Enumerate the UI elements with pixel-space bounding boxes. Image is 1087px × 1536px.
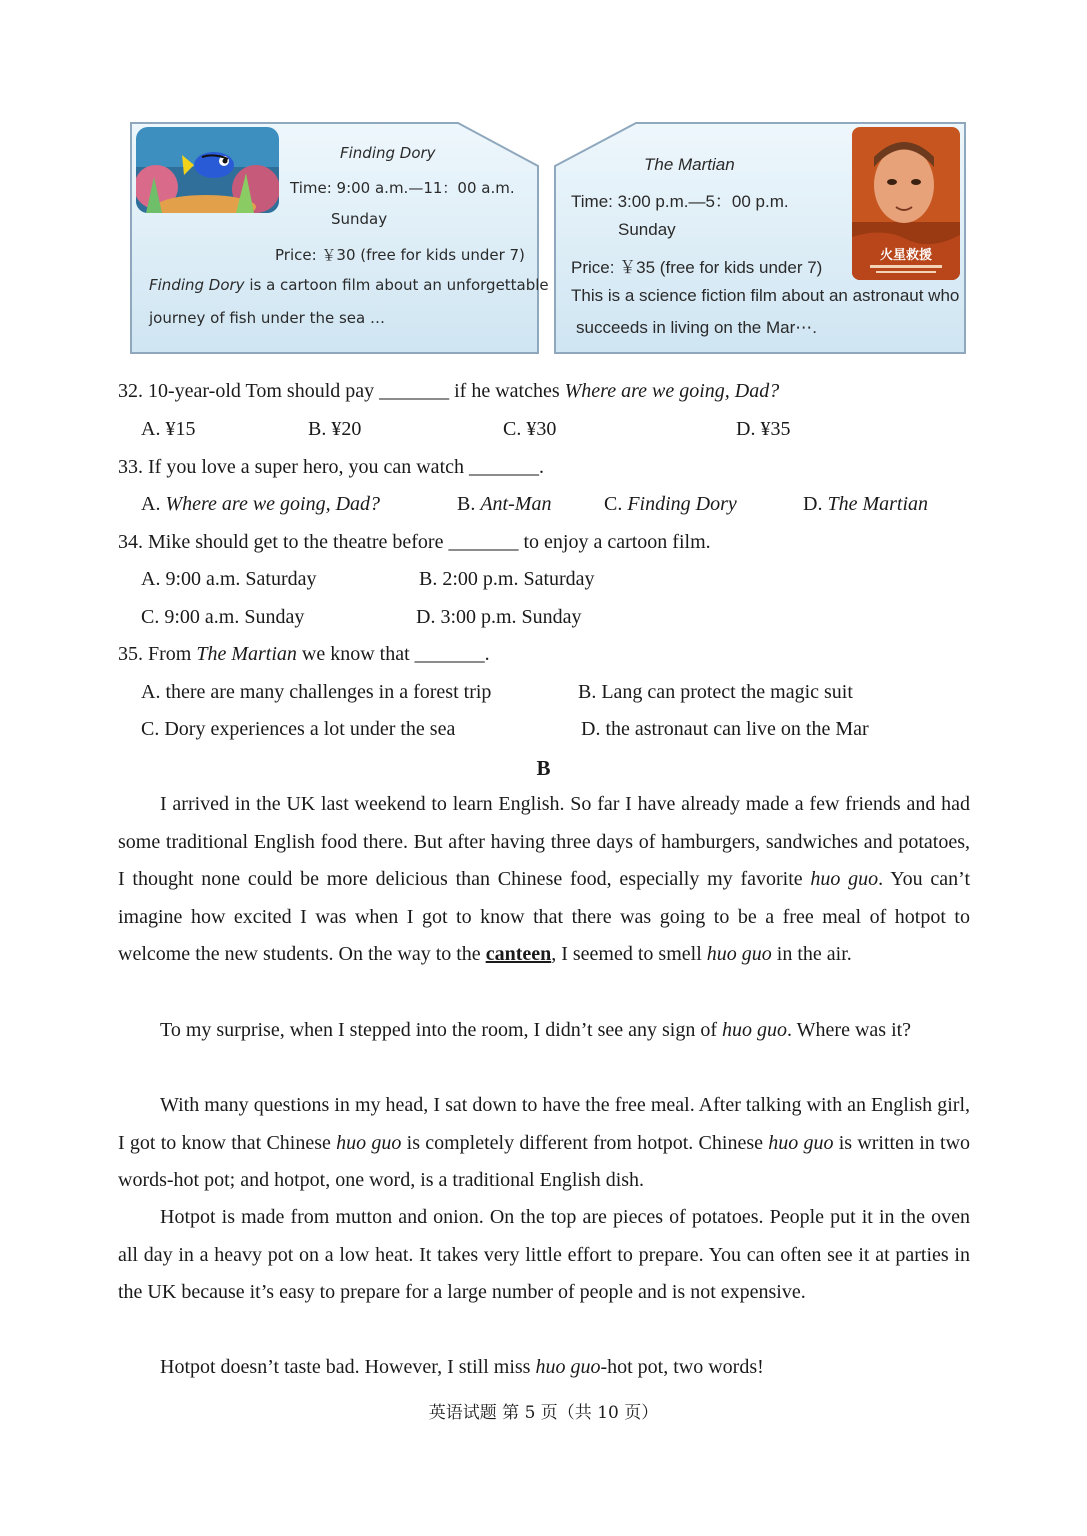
- q35-option-d[interactable]: D. the astronaut can live on the Mar: [581, 718, 869, 740]
- ticket-price: Price: ￥35 (free for kids under 7): [571, 258, 823, 277]
- film-description: Finding Dory is a cartoon film about an unforgettable: [149, 276, 549, 294]
- poster-title-text: 火星救援: [879, 248, 933, 263]
- finding-dory-card: [130, 122, 549, 354]
- question-32: 32. 10-year-old Tom should pay _______ if he watches Where are we going, Dad?: [118, 380, 780, 402]
- q33-option-d[interactable]: D. The Martian: [803, 493, 929, 515]
- show-day: Sunday: [331, 210, 388, 228]
- q34-option-d[interactable]: D. 3:00 p.m. Sunday: [416, 606, 582, 628]
- q34-option-b[interactable]: B. 2:00 p.m. Saturday: [419, 568, 595, 590]
- question-34: 34. Mike should get to the theatre before _______ to enjoy a cartoon film.: [118, 531, 711, 553]
- section-label: B: [536, 756, 551, 780]
- card-title: Finding Dory: [340, 144, 436, 162]
- ticket-price: Price: ￥30 (free for kids under 7): [275, 246, 525, 264]
- q32-option-c[interactable]: C. ¥30: [503, 418, 557, 440]
- q32-option-a[interactable]: A. ¥15: [141, 418, 196, 440]
- q32-option-d[interactable]: D. ¥35: [736, 418, 791, 440]
- passage-paragraph-5: Hotpot doesn’t taste bad. However, I still miss huo guo-hot pot, two words!: [160, 1356, 764, 1378]
- q35-option-b[interactable]: B. Lang can protect the magic suit: [578, 681, 853, 703]
- card-title: The Martian: [644, 155, 735, 174]
- film-description-cont: journey of fish under the sea …: [149, 309, 385, 327]
- q34-option-c[interactable]: C. 9:00 a.m. Sunday: [141, 606, 305, 628]
- q32-option-b[interactable]: B. ¥20: [308, 418, 362, 440]
- passage-paragraph-2: To my surprise, when I stepped into the room, I didn’t see any sign of huo guo. Where was it?: [160, 1019, 912, 1041]
- passage-paragraph-3: With many questions in my head, I sat down to have the free meal. After talking with an English girl, I got to know that Chinese huo guo is completely different from hotpot. Chinese huo guo is written in two words-hot pot; and hotpot, one word, is a traditional English dish.: [118, 1094, 971, 1192]
- showtime: Time: 9:00 a.m.—11：00 a.m.: [290, 179, 515, 197]
- show-day: Sunday: [618, 220, 676, 239]
- film-description: This is a science fiction film about an astronaut who: [571, 286, 960, 305]
- the-martian-card: [554, 122, 966, 354]
- finding-dory-image: [136, 127, 279, 213]
- q33-option-b[interactable]: B. Ant-Man: [457, 493, 552, 515]
- passage-paragraph-4: Hotpot is made from mutton and onion. On the top are pieces of potatoes. People put it in the oven all day in a heavy pot on a low heat. It takes very little effort to prepare. You can often see it at parties in the UK because it’s easy to prepare for a large number of people and is not expensive.: [118, 1206, 970, 1304]
- q35-option-c[interactable]: C. Dory experiences a lot under the sea: [141, 718, 456, 740]
- question-33: 33. If you love a super hero, you can watch _______.: [118, 456, 544, 478]
- q33-option-c[interactable]: C. Finding Dory: [604, 493, 737, 515]
- q35-option-a[interactable]: A. there are many challenges in a forest trip: [141, 681, 492, 703]
- q33-option-a[interactable]: A. Where are we going, Dad?: [141, 493, 381, 515]
- page-footer: 英语试题 第 5 页（共 10 页）: [428, 1403, 659, 1423]
- question-35: 35. From The Martian we know that _______.: [118, 643, 490, 665]
- showtime: Time: 3:00 p.m.—5：00 p.m.: [571, 192, 789, 211]
- film-description-cont: succeeds in living on the Mar⋯.: [576, 318, 817, 337]
- keyword-canteen: canteen: [485, 943, 552, 966]
- q34-option-a[interactable]: A. 9:00 a.m. Saturday: [141, 568, 317, 590]
- passage-paragraph-1: I arrived in the UK last weekend to learn English. So far I have already made a few friends and had some traditional English food there. But after having three days of hamburgers, sandwiches and potatoes, I thought none could be more delicious than Chinese food, especially my favorite huo guo. You can’t imagine how excited I was when I got to know that there was going to be a free meal of hotpot to welcome the new students. On the way to the canteen, I seemed to smell huo guo in the air.: [118, 793, 971, 966]
- the-martian-poster: [852, 127, 960, 280]
